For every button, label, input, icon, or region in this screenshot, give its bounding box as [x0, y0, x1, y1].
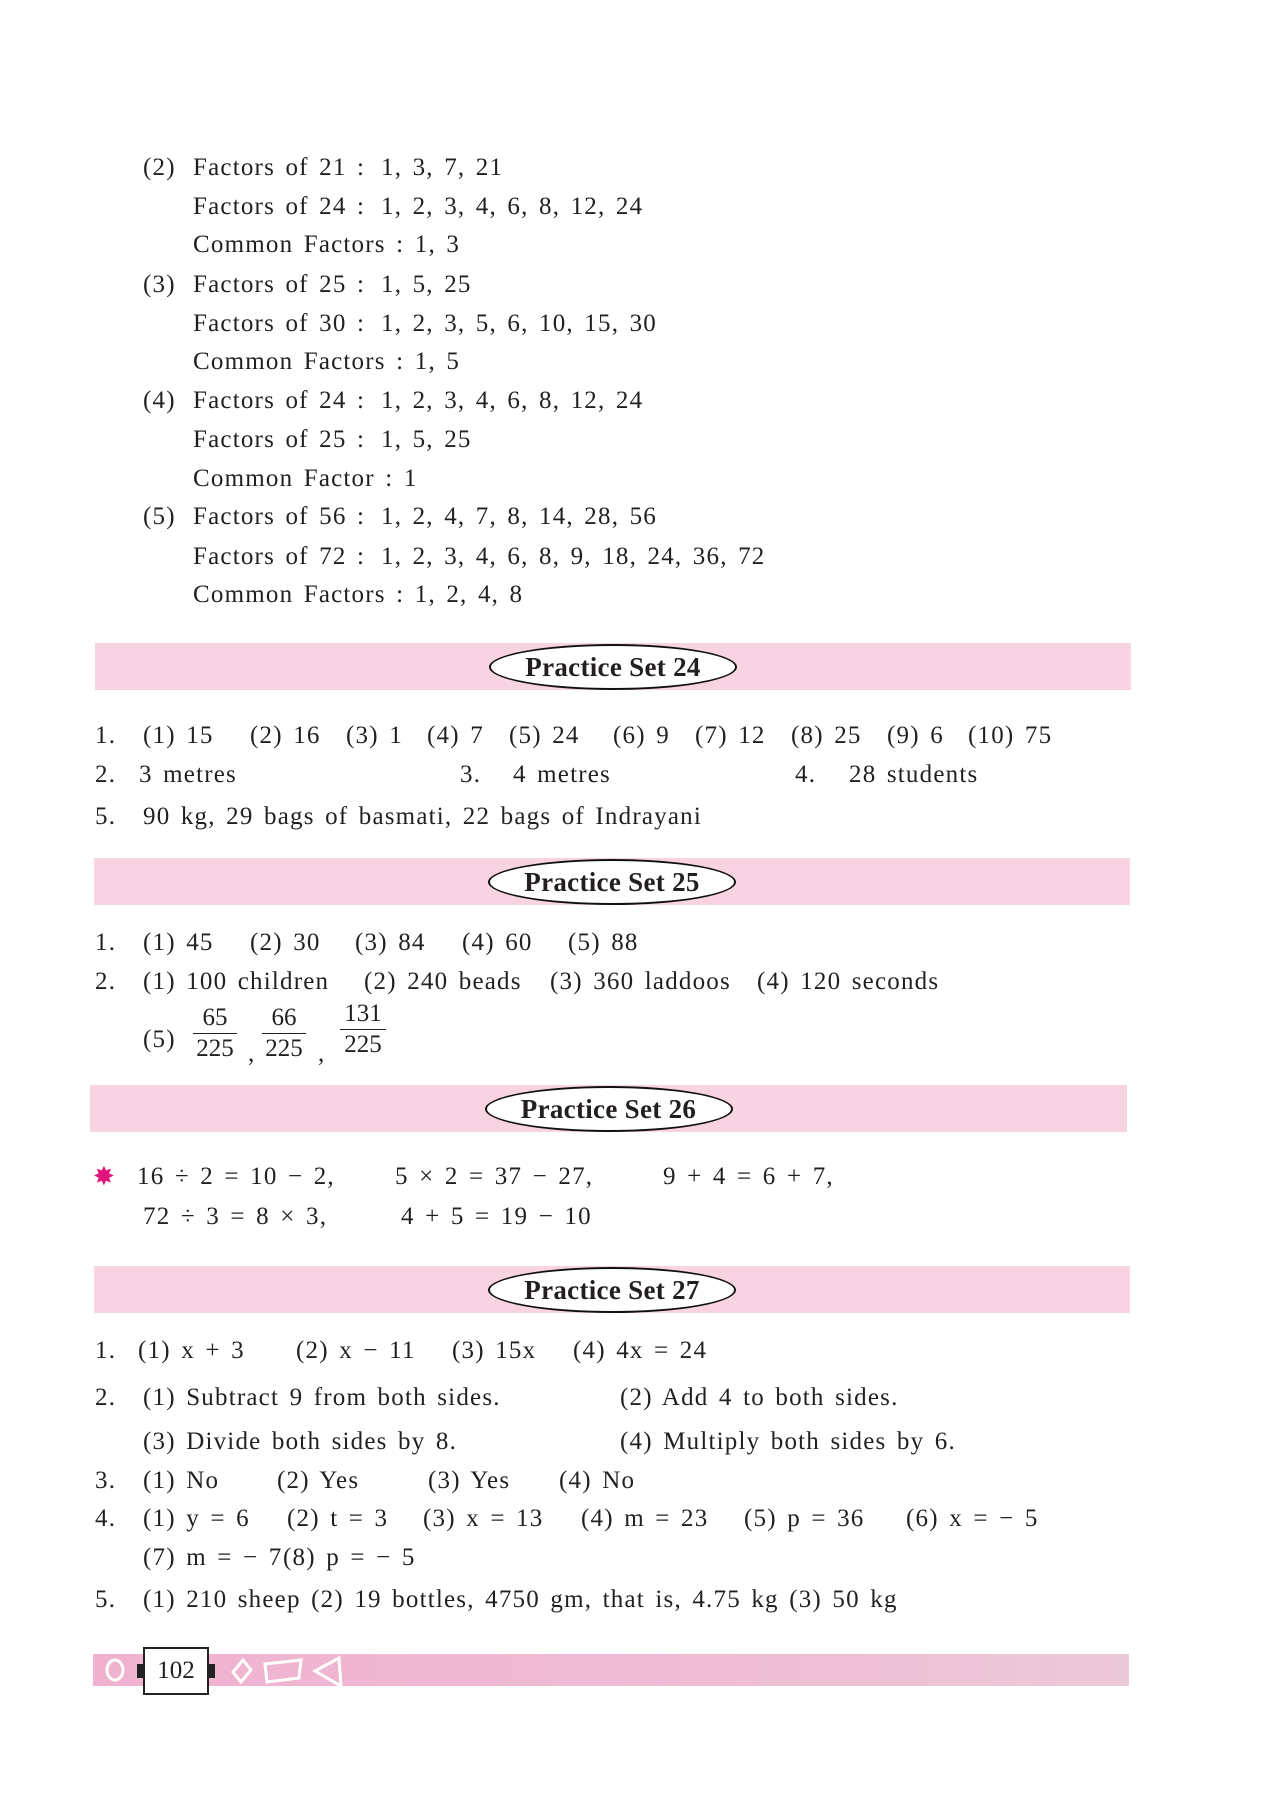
- practice-set-27-header: [94, 1266, 1130, 1313]
- question-number: 1.: [95, 1337, 117, 1364]
- factor-values: 1, 2, 3, 5, 6, 10, 15, 30: [381, 310, 657, 337]
- answer: 28 students: [849, 761, 979, 788]
- practice-set-26-header: [90, 1085, 1127, 1132]
- item-number: (2): [143, 154, 176, 181]
- answer: (1) y = 6: [143, 1505, 250, 1532]
- geometric-shapes-icon: [93, 1654, 393, 1686]
- answer: 3 metres: [139, 761, 237, 788]
- answer: (4) No: [559, 1467, 636, 1494]
- answer: (1) 210 sheep (2) 19 bottles, 4750 gm, that is, 4.75 kg (3) 50 kg: [143, 1586, 898, 1613]
- answer: (5) p = 36: [744, 1505, 865, 1532]
- factor-label: Factors of 25 :: [193, 426, 366, 453]
- sub-number: (5): [143, 1026, 176, 1053]
- practice-set-24-header: [95, 643, 1131, 690]
- denominator: 225: [265, 1035, 303, 1062]
- section-title: Practice Set 26: [485, 1086, 733, 1132]
- answer: (3) 84: [355, 929, 426, 956]
- equation: 16 ÷ 2 = 10 − 2,: [137, 1163, 335, 1190]
- answer: (10) 75: [968, 722, 1053, 749]
- equation: 9 + 4 = 6 + 7,: [663, 1163, 834, 1190]
- answer: (7) m = − 7: [143, 1544, 283, 1571]
- answer: (1) No: [143, 1467, 220, 1494]
- factor-label: Factors of 21 :: [193, 154, 366, 181]
- common-factors: Common Factor : 1: [193, 465, 418, 492]
- section-title: Practice Set 27: [488, 1267, 736, 1313]
- factor-label: Factors of 24 :: [193, 387, 366, 414]
- factor-values: 1, 5, 25: [381, 271, 472, 298]
- question-number: 2.: [95, 761, 117, 788]
- numerator: 131: [340, 999, 386, 1030]
- item-number: (4): [143, 387, 176, 414]
- denominator: 225: [344, 1031, 382, 1058]
- answer: (6) x = − 5: [906, 1505, 1039, 1532]
- answer: (1) 100 children: [143, 968, 330, 995]
- question-number: 3.: [460, 761, 482, 788]
- numerator: 66: [262, 1003, 306, 1034]
- factor-label: Factors of 72 :: [193, 543, 366, 570]
- answer: (2) Yes: [277, 1467, 360, 1494]
- answer: (2) 30: [250, 929, 321, 956]
- factor-label: Factors of 24 :: [193, 193, 366, 220]
- numerator: 65: [193, 1003, 237, 1034]
- answer: (8) p = − 5: [283, 1544, 416, 1571]
- answer: (7) 12: [695, 722, 766, 749]
- answer: (5) 24: [509, 722, 580, 749]
- star-bullet-icon: ✸: [93, 1162, 116, 1191]
- answer: (1) 45: [143, 929, 214, 956]
- question-number: 3.: [95, 1467, 117, 1494]
- section-title: Practice Set 25: [488, 859, 736, 905]
- factor-values: 1, 2, 3, 4, 6, 8, 12, 24: [381, 387, 644, 414]
- common-factors: Common Factors : 1, 3: [193, 231, 461, 258]
- question-number: 2.: [95, 968, 117, 995]
- factor-values: 1, 3, 7, 21: [381, 154, 504, 181]
- factor-label: Factors of 30 :: [193, 310, 366, 337]
- answer: (4) Multiply both sides by 6.: [620, 1428, 956, 1455]
- page-number: 102: [143, 1647, 209, 1695]
- section-title: Practice Set 24: [489, 644, 737, 690]
- equation: 4 + 5 = 19 − 10: [401, 1203, 592, 1230]
- denominator: 225: [196, 1035, 234, 1062]
- question-number: 4.: [95, 1505, 117, 1532]
- common-factors: Common Factors : 1, 2, 4, 8: [193, 581, 524, 608]
- fraction: [193, 1003, 237, 1064]
- question-number: 5.: [95, 1586, 117, 1613]
- answer: 4 metres: [513, 761, 611, 788]
- answer: (9) 6: [887, 722, 944, 749]
- answer: (3) 15x: [452, 1337, 537, 1364]
- answer: (3) 1: [346, 722, 403, 749]
- answer: (3) 360 laddoos: [550, 968, 731, 995]
- answer: (4) 4x = 24: [573, 1337, 708, 1364]
- question-number: 5.: [95, 803, 117, 830]
- answer: (4) 60: [462, 929, 533, 956]
- practice-set-25-header: [94, 858, 1130, 905]
- footer-band: [93, 1654, 1129, 1686]
- equation: 72 ÷ 3 = 8 × 3,: [143, 1203, 328, 1230]
- equation: 5 × 2 = 37 − 27,: [395, 1163, 594, 1190]
- answer: (2) 16: [250, 722, 321, 749]
- factor-label: Factors of 25 :: [193, 271, 366, 298]
- fraction: [340, 999, 386, 1060]
- answer: (3) Divide both sides by 8.: [143, 1428, 458, 1455]
- question-number: 1.: [95, 722, 117, 749]
- item-number: (5): [143, 503, 176, 530]
- answer: (4) 7: [427, 722, 484, 749]
- question-number: 4.: [795, 761, 817, 788]
- answer: (2) Add 4 to both sides.: [620, 1384, 899, 1411]
- question-number: 2.: [95, 1384, 117, 1411]
- answer: (1) x + 3: [138, 1337, 245, 1364]
- question-number: 1.: [95, 929, 117, 956]
- factor-values: 1, 2, 3, 4, 6, 8, 12, 24: [381, 193, 644, 220]
- answer: 90 kg, 29 bags of basmati, 22 bags of Indrayani: [143, 803, 702, 830]
- answer: (3) x = 13: [423, 1505, 544, 1532]
- answer: (5) 88: [568, 929, 639, 956]
- answer: (4) 120 seconds: [757, 968, 940, 995]
- factor-values: 1, 5, 25: [381, 426, 472, 453]
- item-number: (3): [143, 271, 176, 298]
- factor-values: 1, 2, 4, 7, 8, 14, 28, 56: [381, 503, 657, 530]
- answer: (2) t = 3: [287, 1505, 389, 1532]
- answer: (2) 240 beads: [364, 968, 522, 995]
- answer: (8) 25: [791, 722, 862, 749]
- answer: (2) x − 11: [296, 1337, 416, 1364]
- fraction: [262, 1003, 306, 1064]
- factor-values: 1, 2, 3, 4, 6, 8, 9, 18, 24, 36, 72: [381, 543, 766, 570]
- answer: (4) m = 23: [581, 1505, 709, 1532]
- common-factors: Common Factors : 1, 5: [193, 348, 461, 375]
- answer: (3) Yes: [428, 1467, 511, 1494]
- answer: (1) Subtract 9 from both sides.: [143, 1384, 501, 1411]
- factor-label: Factors of 56 :: [193, 503, 366, 530]
- answer: (6) 9: [613, 722, 670, 749]
- answer: (1) 15: [143, 722, 214, 749]
